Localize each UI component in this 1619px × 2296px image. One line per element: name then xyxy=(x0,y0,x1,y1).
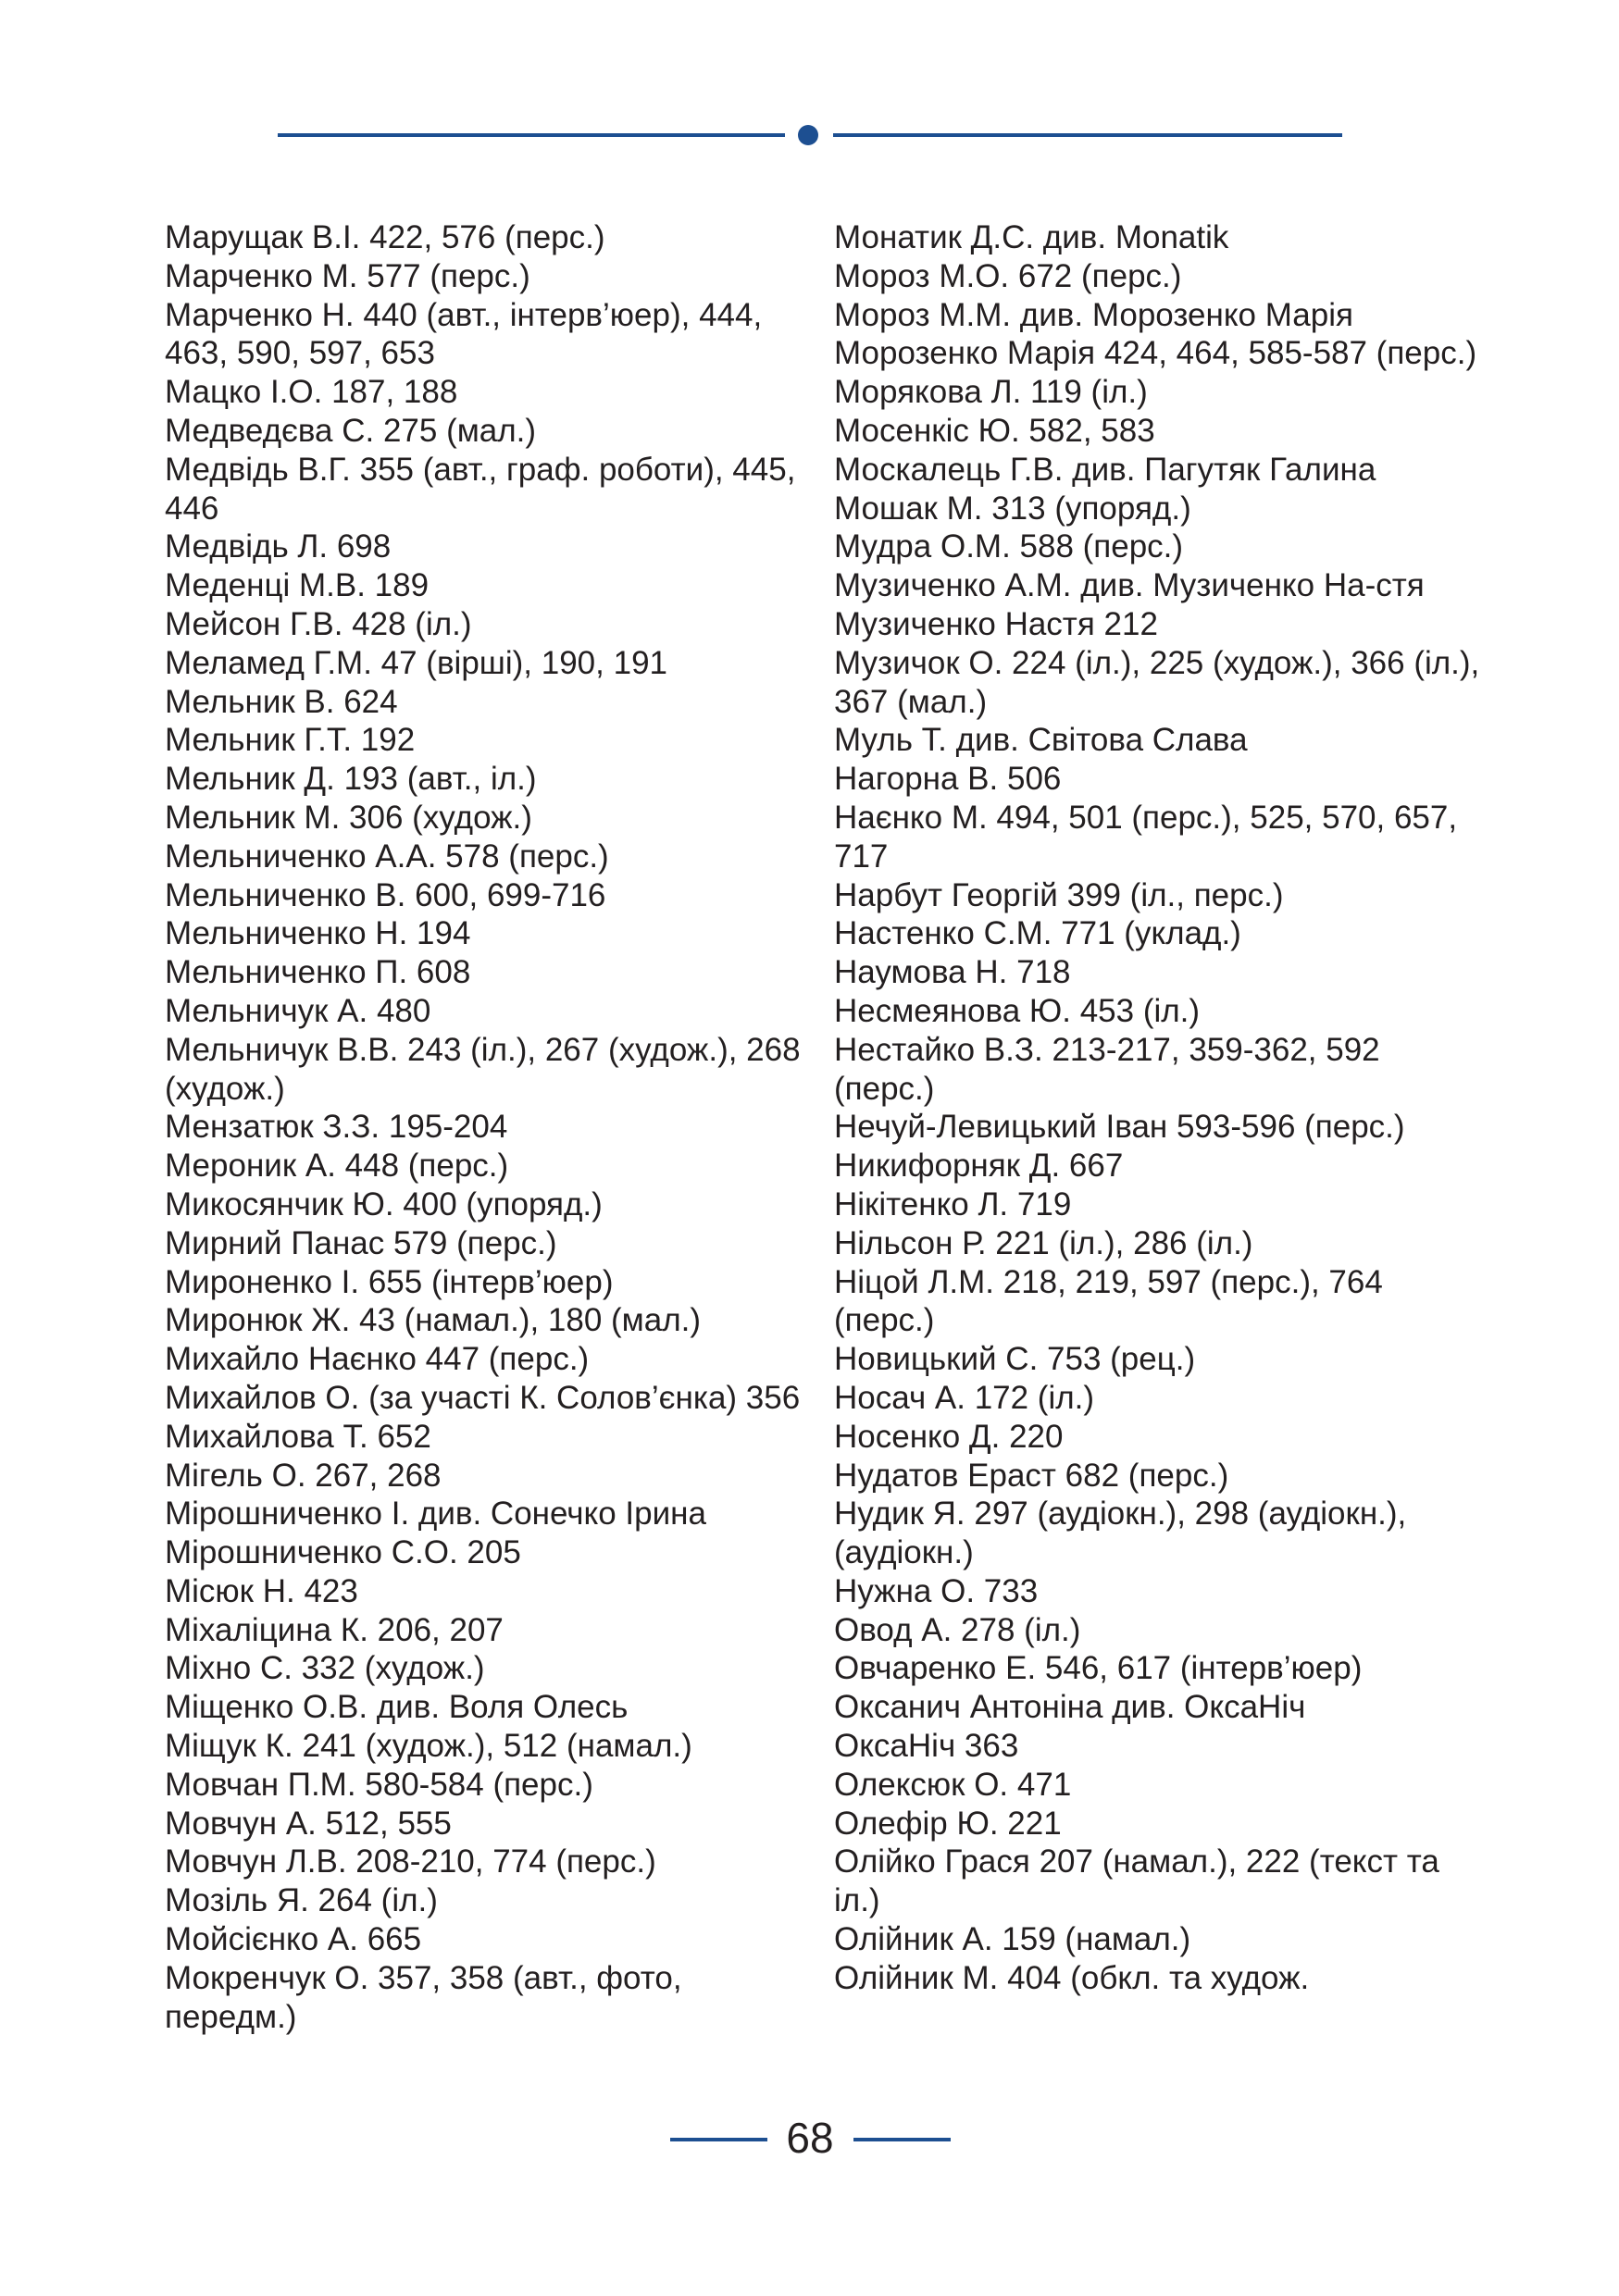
index-entry: Мельниченко В. 600, 699-716 xyxy=(165,876,606,913)
index-entry: Медведєва С. 275 (мал.) xyxy=(165,412,537,449)
index-entry: Мозіль Я. 264 (іл.) xyxy=(165,1882,438,1919)
index-entry: Олійник А. 159 (намал.) xyxy=(834,1921,1191,1958)
index-entry: Мельниченко Н. 194 xyxy=(165,915,471,952)
index-entry: Мовчун А. 512, 555 xyxy=(165,1805,452,1842)
index-entry: Мельник В. 624 xyxy=(165,683,398,720)
header-rule-left xyxy=(278,133,785,137)
index-entry: Мироненко І. 655 (інтерв’юер) xyxy=(165,1263,614,1300)
index-entry: Овчаренко Е. 546, 617 (інтерв’юер) xyxy=(834,1650,1363,1687)
index-entry: Нудатов Ераст 682 (перс.) xyxy=(834,1457,1229,1494)
index-entry: Муль Т. див. Світова Слава xyxy=(834,722,1248,759)
index-entry: Нестайко В.З. 213-217, 359-362, 592 (перс.) xyxy=(834,1031,1380,1107)
index-entry: Міхаліцина К. 206, 207 xyxy=(165,1611,504,1648)
index-entry: Мороз М.М. див. Морозенко Марія xyxy=(834,296,1353,333)
index-entry: Мельник Д. 193 (авт., іл.) xyxy=(165,761,537,798)
index-entry: Морякова Л. 119 (іл.) xyxy=(834,374,1148,411)
index-entry: Мензатюк З.З. 195-204 xyxy=(165,1109,508,1146)
index-entry: Меденці М.В. 189 xyxy=(165,567,430,604)
index-entry: Несмеянова Ю. 453 (іл.) xyxy=(834,992,1201,1029)
index-entry: Марущак В.І. 422, 576 (перс.) xyxy=(165,219,605,255)
index-entry: Нарбут Георгій 399 (іл., перс.) xyxy=(834,876,1284,913)
index-entry: Мовчан П.М. 580-584 (перс.) xyxy=(165,1766,593,1803)
index-entry: Мокренчук О. 357, 358 (авт., фото, передм.) xyxy=(165,1959,682,2035)
index-entry: Марченко Н. 440 (авт., інтерв’юер), 444, 463, 590, 597, 653 xyxy=(165,296,763,372)
index-entry: Міщук К. 241 (худож.), 512 (намал.) xyxy=(165,1728,692,1765)
index-entry: Мельничук А. 480 xyxy=(165,992,431,1029)
header-rule-right xyxy=(833,133,1342,137)
index-entry: Михайло Наєнко 447 (перс.) xyxy=(165,1341,590,1378)
index-entry: Музичок О. 224 (іл.), 225 (худож.), 366 (іл.), 367 (мал.) xyxy=(834,644,1480,720)
index-entry: Мероник А. 448 (перс.) xyxy=(165,1148,509,1185)
index-entry: Мельниченко А.А. 578 (перс.) xyxy=(165,838,609,875)
index-entry: Михайлов О. (за участі К. Солов’єнка) 356 xyxy=(165,1379,801,1416)
index-entry: Нагорна В. 506 xyxy=(834,761,1062,798)
index-entry: Монатик Д.С. див. Monatik xyxy=(834,219,1229,255)
index-entry: Мойсієнко А. 665 xyxy=(165,1921,422,1958)
index-entry: Олексюк О. 471 xyxy=(834,1766,1072,1803)
page-footer xyxy=(0,2110,1619,2166)
index-entry: Мельниченко П. 608 xyxy=(165,954,471,991)
index-entry: ОксаНіч 363 xyxy=(834,1728,1019,1765)
index-entry: Олефір Ю. 221 xyxy=(834,1805,1062,1842)
index-entry: Мельничук В.В. 243 (іл.), 267 (худож.), 268 (худож.) xyxy=(165,1031,801,1107)
index-entry: Мейсон Г.В. 428 (іл.) xyxy=(165,605,472,642)
index-entry: Новицький С. 753 (рец.) xyxy=(834,1341,1196,1378)
index-entry: Мошак М. 313 (упоряд.) xyxy=(834,490,1191,527)
index-entry: Оксанич Антоніна див. ОксаНіч xyxy=(834,1689,1306,1726)
index-entry: Мирний Панас 579 (перс.) xyxy=(165,1224,557,1261)
index-entry: Нікітенко Л. 719 xyxy=(834,1185,1072,1222)
index-entry: Мірошниченко С.О. 205 xyxy=(165,1534,521,1571)
index-entry: Олійко Грася 207 (намал.), 222 (текст та іл.) xyxy=(834,1843,1439,1919)
index-entry: Мороз М.О. 672 (перс.) xyxy=(834,257,1182,294)
footer-rule-right xyxy=(853,2138,951,2141)
index-entry: Наумова Н. 718 xyxy=(834,954,1071,991)
footer-rule-left xyxy=(670,2138,767,2141)
header-dot xyxy=(798,125,818,145)
index-entry: Медвідь В.Г. 355 (авт., граф. роботи), 445, 446 xyxy=(165,451,796,527)
index-entry: Овод А. 278 (іл.) xyxy=(834,1611,1081,1648)
index-entry: Мельник Г.Т. 192 xyxy=(165,722,416,759)
index-entry: Музиченко Настя 212 xyxy=(834,605,1158,642)
index-entry: Нужна О. 733 xyxy=(834,1572,1039,1609)
index-entry: Нечуй-Левицький Іван 593-596 (перс.) xyxy=(834,1109,1405,1146)
index-entry: Міхно С. 332 (худож.) xyxy=(165,1650,485,1687)
index-entry: Медвідь Л. 698 xyxy=(165,528,392,565)
index-entry: Носенко Д. 220 xyxy=(834,1418,1064,1455)
index-entry: Мовчун Л.В. 208-210, 774 (перс.) xyxy=(165,1843,656,1880)
index-entry: Музиченко А.М. див. Музиченко На-стя xyxy=(834,567,1425,604)
index-entry: Морозенко Марія 424, 464, 585-587 (перс.) xyxy=(834,335,1477,372)
index-entry: Нудик Я. 297 (аудіокн.), 298 (аудіокн.), (аудіокн.) xyxy=(834,1496,1407,1571)
index-entry: Наєнко М. 494, 501 (перс.), 525, 570, 657, 717 xyxy=(834,799,1458,875)
index-entry: Міщенко О.В. див. Воля Олесь xyxy=(165,1689,629,1726)
index-entry: Мацко І.О. 187, 188 xyxy=(165,374,458,411)
index-column-left xyxy=(165,218,813,2036)
index-entry: Настенко С.М. 771 (уклад.) xyxy=(834,915,1241,952)
index-entry: Миронюк Ж. 43 (намал.), 180 (мал.) xyxy=(165,1302,702,1339)
index-entry: Мельник М. 306 (худож.) xyxy=(165,799,532,836)
index-entry: Мудра О.М. 588 (перс.) xyxy=(834,528,1184,565)
index-entry: Москалець Г.В. див. Пагутяк Галина xyxy=(834,451,1376,488)
page-number: 68 xyxy=(786,2114,834,2162)
index-entry: Мірошниченко І. див. Сонечко Ірина xyxy=(165,1496,706,1533)
index-entry: Меламед Г.М. 47 (вірші), 190, 191 xyxy=(165,644,667,681)
index-entry: Носач А. 172 (іл.) xyxy=(834,1379,1095,1416)
index-entry: Микосянчик Ю. 400 (упоряд.) xyxy=(165,1185,603,1222)
index-entry: Мігель О. 267, 268 xyxy=(165,1457,442,1494)
header-ornament xyxy=(278,129,1342,142)
index-entry: Нільсон Р. 221 (іл.), 286 (іл.) xyxy=(834,1224,1253,1261)
index-column-right xyxy=(834,218,1482,1998)
index-entry: Никифорняк Д. 667 xyxy=(834,1148,1124,1185)
index-entry: Ніцой Л.М. 218, 219, 597 (перс.), 764 (перс.) xyxy=(834,1263,1383,1339)
index-entry: Олійник М. 404 (обкл. та худож. xyxy=(834,1959,1310,1996)
index-entry: Мосенкіс Ю. 582, 583 xyxy=(834,412,1155,449)
index-entry: Марченко М. 577 (перс.) xyxy=(165,257,530,294)
index-entry: Місюк Н. 423 xyxy=(165,1572,358,1609)
index-entry: Михайлова Т. 652 xyxy=(165,1418,431,1455)
